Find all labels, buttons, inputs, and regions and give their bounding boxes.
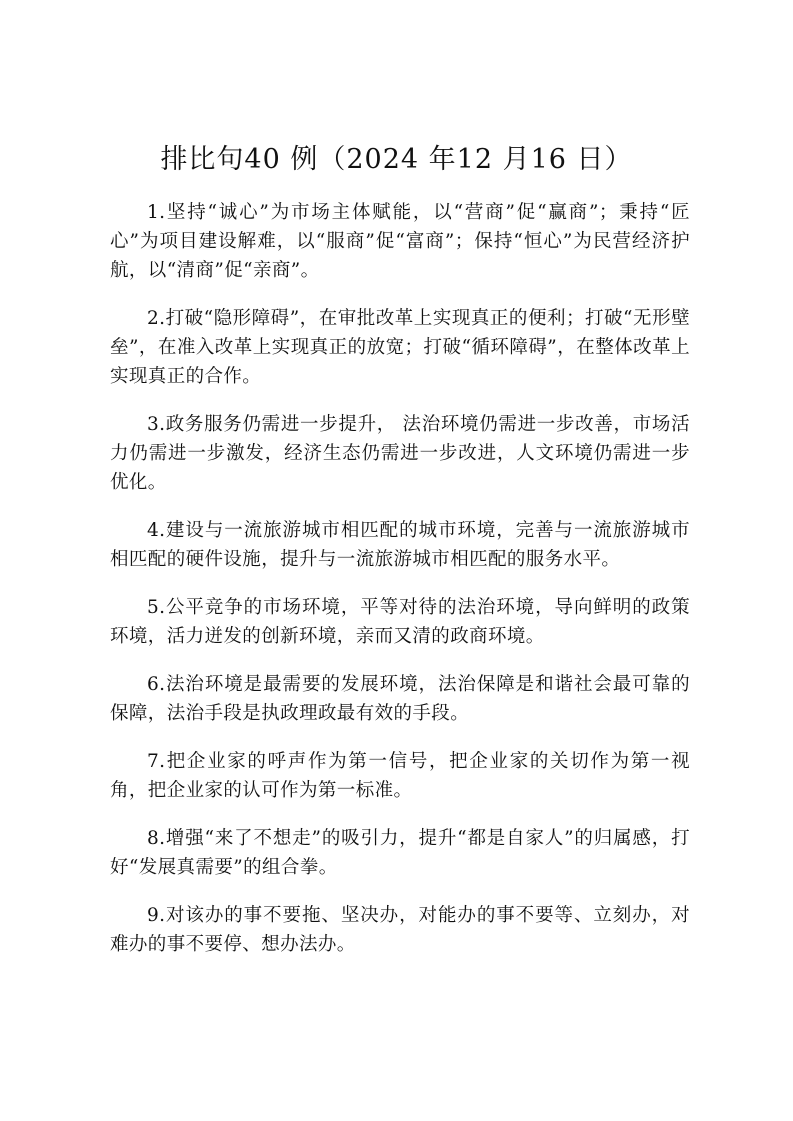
sentence-list bbox=[110, 198, 690, 978]
list-item: 9.对该办的事不要拖、坚决办，对能办的事不要等、立刻办，对难办的事不要停、想办法办。 bbox=[110, 905, 690, 955]
list-item: 8.增强“来了不想走”的吸引力，提升“都是自家人”的归属感，打好“发展真需要”的组合拳。 bbox=[110, 828, 690, 878]
list-item: 1.坚持“诚心”为市场主体赋能，以“营商”促“赢商”；秉持“匠心”为项目建设解难，以“服商”促“富商”；保持“恒心”为民营经济护航，以“清商”促“亲商”。 bbox=[110, 202, 690, 281]
list-item: 6.法治环境是最需要的发展环境，法治保障是和谐社会最可靠的保障，法治手段是执政理政最有效的手段。 bbox=[110, 674, 690, 724]
list-item: 2.打破“隐形障碍”，在审批改革上实现真正的便利；打破“无形壁垒”，在准入改革上实现真正的放宽；打破“循环障碍”，在整体改革上实现真正的合作。 bbox=[110, 308, 690, 387]
list-item: 5.公平竞争的市场环境，平等对待的法治环境，导向鲜明的政策环境，活力迸发的创新环境，亲而又清的政商环境。 bbox=[110, 597, 690, 647]
list-item: 3.政务服务仍需进一步提升， 法治环境仍需进一步改善，市场活力仍需进一步激发，经济生态仍需进一步改进，人文环境仍需进一步优化。 bbox=[110, 414, 690, 493]
list-item: 7.把企业家的呼声作为第一信号，把企业家的关切作为第一视角，把企业家的认可作为第一标准。 bbox=[110, 751, 690, 801]
document-title: 排比句40 例（2024 年12 月16 日） bbox=[160, 144, 633, 175]
list-item: 4.建设与一流旅游城市相匹配的城市环境，完善与一流旅游城市相匹配的硬件设施，提升与一流旅游城市相匹配的服务水平。 bbox=[110, 520, 690, 570]
